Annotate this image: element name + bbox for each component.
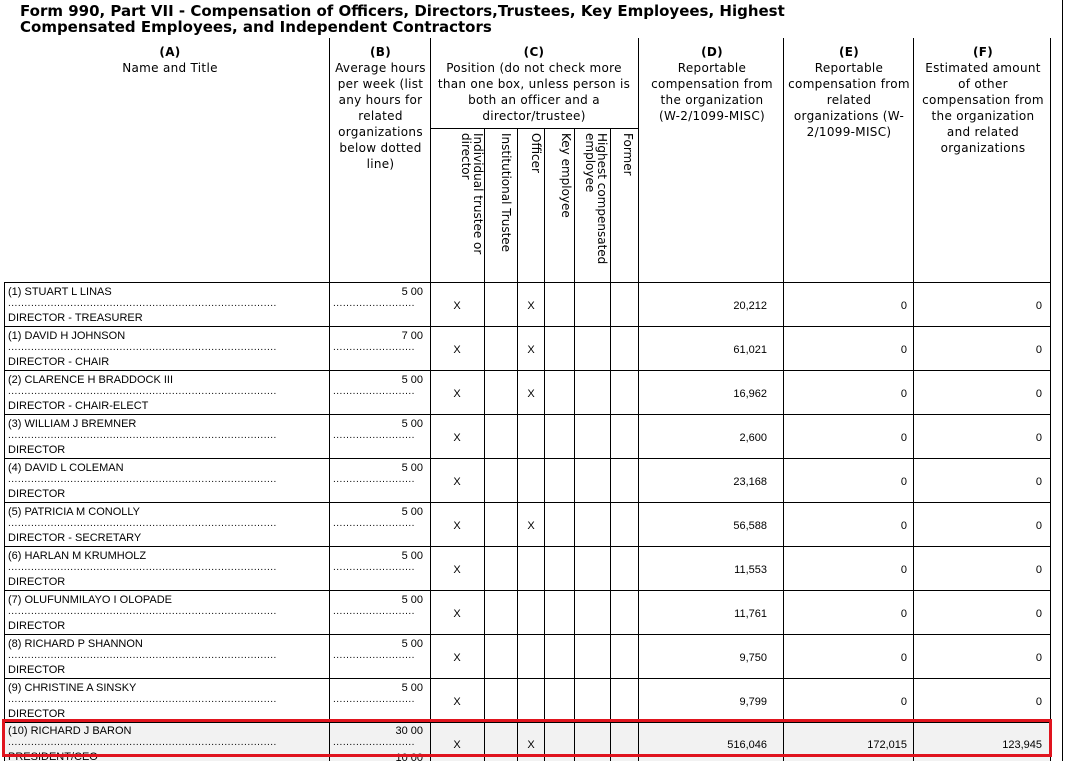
form-title bbox=[20, 3, 1050, 35]
dotted-leader: .................................................................................. bbox=[8, 430, 277, 441]
row-hours: 5 00 bbox=[401, 418, 423, 430]
column-e-code: (E) bbox=[838, 45, 860, 59]
individual-trustee-mark: X bbox=[453, 739, 461, 751]
row-name: (1) STUART L LINAS bbox=[8, 286, 112, 298]
individual-trustee-mark: X bbox=[453, 344, 461, 356]
row-hours: 5 00 bbox=[401, 462, 423, 474]
officer-mark: X bbox=[527, 739, 535, 751]
dotted-leader-hours: ......................... bbox=[333, 518, 415, 529]
dotted-leader-hours: ......................... bbox=[333, 386, 415, 397]
column-b-header bbox=[333, 44, 428, 172]
row-title: DIRECTOR bbox=[8, 620, 66, 632]
officer-mark: X bbox=[527, 388, 535, 400]
individual-trustee-mark: X bbox=[453, 608, 461, 620]
officer-mark: X bbox=[527, 344, 535, 356]
dotted-leader: .................................................................................. bbox=[8, 694, 277, 705]
row-title: DIRECTOR - SECRETARY bbox=[8, 532, 142, 544]
dotted-leader: .................................................................................. bbox=[8, 606, 277, 617]
row-name: (9) CHRISTINE A SINSKY bbox=[8, 682, 137, 694]
dotted-leader: .................................................................................. bbox=[8, 298, 277, 309]
highlight-box bbox=[2, 719, 1052, 757]
reportable-comp-org: 16,962 bbox=[733, 388, 767, 400]
other-compensation: 0 bbox=[1035, 476, 1042, 488]
row-title: DIRECTOR bbox=[8, 488, 66, 500]
row-title: DIRECTOR - CHAIR bbox=[8, 356, 110, 368]
row-hours: 5 00 bbox=[401, 506, 423, 518]
reportable-comp-org: 9,750 bbox=[739, 652, 767, 664]
row-hours: 5 00 bbox=[401, 682, 423, 694]
row-title: DIRECTOR - TREASURER bbox=[8, 312, 143, 324]
position-header-individual-trustee: Individual trustee or director bbox=[459, 133, 485, 255]
row-hours: 5 00 bbox=[401, 638, 423, 650]
reportable-comp-related: 0 bbox=[900, 520, 907, 532]
column-a-label: Name and Title bbox=[122, 61, 218, 75]
other-compensation: 0 bbox=[1035, 388, 1042, 400]
other-compensation: 0 bbox=[1035, 432, 1042, 444]
column-f-code: (F) bbox=[972, 45, 994, 59]
reportable-comp-org: 11,553 bbox=[734, 564, 767, 576]
reportable-comp-related: 172,015 bbox=[867, 739, 907, 751]
column-a-header bbox=[90, 44, 250, 76]
other-compensation: 0 bbox=[1035, 520, 1042, 532]
column-c-label: Position (do not check more than one box, unless person is both an officer and a director/trustee) bbox=[437, 61, 631, 123]
individual-trustee-mark: X bbox=[453, 520, 461, 532]
row-name: (8) RICHARD P SHANNON bbox=[8, 638, 143, 650]
row-title: DIRECTOR bbox=[8, 444, 66, 456]
dotted-leader-hours: ......................... bbox=[333, 562, 415, 573]
reportable-comp-related: 0 bbox=[900, 476, 907, 488]
reportable-comp-org: 61,021 bbox=[733, 344, 767, 356]
reportable-comp-related: 0 bbox=[900, 432, 907, 444]
row-hours: 5 00 bbox=[401, 374, 423, 386]
other-compensation: 0 bbox=[1035, 344, 1042, 356]
individual-trustee-mark: X bbox=[453, 564, 461, 576]
other-compensation: 123,945 bbox=[1002, 739, 1042, 751]
row-name: (4) DAVID L COLEMAN bbox=[8, 462, 124, 474]
other-compensation: 0 bbox=[1035, 696, 1042, 708]
dotted-leader-hours: ......................... bbox=[333, 474, 415, 485]
column-c-code: (C) bbox=[523, 45, 545, 59]
column-e-header bbox=[788, 44, 910, 140]
row-name: (10) RICHARD J BARON bbox=[8, 725, 132, 737]
column-d-code: (D) bbox=[701, 45, 723, 59]
column-d-label: Reportable compensation from the organization (W-2/1099-MISC) bbox=[651, 61, 773, 123]
column-b-code: (B) bbox=[369, 45, 391, 59]
position-header-institutional-trustee: Institutional Trustee bbox=[499, 133, 513, 253]
row-title: DIRECTOR bbox=[8, 664, 66, 676]
row-name: (2) CLARENCE H BRADDOCK III bbox=[8, 374, 174, 386]
reportable-comp-related: 0 bbox=[900, 564, 907, 576]
row-hours: 5 00 bbox=[401, 550, 423, 562]
column-f-label: Estimated amount of other compensation from the organization and related organizations bbox=[922, 61, 1044, 155]
other-compensation: 0 bbox=[1035, 300, 1042, 312]
dotted-leader: .................................................................................. bbox=[8, 737, 277, 748]
reportable-comp-related: 0 bbox=[900, 300, 907, 312]
other-compensation: 0 bbox=[1035, 608, 1042, 620]
row-hours: 5 00 bbox=[401, 594, 423, 606]
reportable-comp-related: 0 bbox=[900, 388, 907, 400]
row-name: (6) HARLAN M KRUMHOLZ bbox=[8, 550, 147, 562]
dotted-leader-hours: ......................... bbox=[333, 298, 415, 309]
reportable-comp-related: 0 bbox=[900, 344, 907, 356]
position-header-highest-compensated: Highest compensated employee bbox=[583, 133, 609, 265]
row-title: PRESIDENT/CEO bbox=[8, 751, 98, 763]
row-title: DIRECTOR - CHAIR-ELECT bbox=[8, 400, 149, 412]
reportable-comp-org: 23,168 bbox=[733, 476, 767, 488]
reportable-comp-related: 0 bbox=[900, 696, 907, 708]
reportable-comp-org: 516,046 bbox=[727, 739, 767, 751]
row-title: DIRECTOR bbox=[8, 708, 66, 720]
form-title-line-1: Form 990, Part VII - Compensation of Officers, Directors,Trustees, Key Employees, Highest bbox=[20, 2, 785, 20]
position-header-former: Former bbox=[621, 133, 635, 176]
dotted-leader-hours: ......................... bbox=[333, 650, 415, 661]
row-name: (1) DAVID H JOHNSON bbox=[8, 330, 126, 342]
reportable-comp-related: 0 bbox=[900, 652, 907, 664]
individual-trustee-mark: X bbox=[453, 476, 461, 488]
dotted-leader-hours: ......................... bbox=[333, 737, 415, 748]
dotted-leader: .................................................................................. bbox=[8, 518, 277, 529]
reportable-comp-org: 2,600 bbox=[739, 432, 767, 444]
dotted-leader-hours: ......................... bbox=[333, 342, 415, 353]
column-c-header bbox=[434, 44, 634, 124]
row-hours-related: 10 00 bbox=[395, 752, 423, 764]
column-e-label: Reportable compensation from related organizations (W-2/1099-MISC) bbox=[788, 61, 910, 139]
row-hours: 5 00 bbox=[401, 286, 423, 298]
individual-trustee-mark: X bbox=[453, 652, 461, 664]
row-name: (3) WILLIAM J BREMNER bbox=[8, 418, 137, 430]
officer-mark: X bbox=[527, 520, 535, 532]
individual-trustee-mark: X bbox=[453, 388, 461, 400]
position-header-officer: Officer bbox=[529, 133, 543, 173]
position-header-key-employee: Key employee bbox=[559, 133, 573, 218]
column-f-header bbox=[918, 44, 1048, 156]
individual-trustee-mark: X bbox=[453, 432, 461, 444]
dotted-leader: .................................................................................. bbox=[8, 562, 277, 573]
column-d-header bbox=[650, 44, 774, 124]
reportable-comp-related: 0 bbox=[900, 608, 907, 620]
dotted-leader-hours: ......................... bbox=[333, 694, 415, 705]
reportable-comp-org: 20,212 bbox=[733, 300, 767, 312]
row-name: (5) PATRICIA M CONOLLY bbox=[8, 506, 141, 518]
reportable-comp-org: 9,799 bbox=[739, 696, 767, 708]
other-compensation: 0 bbox=[1035, 652, 1042, 664]
row-hours: 7 00 bbox=[401, 330, 423, 342]
dotted-leader: .................................................................................. bbox=[8, 342, 277, 353]
individual-trustee-mark: X bbox=[453, 696, 461, 708]
dotted-leader: .................................................................................. bbox=[8, 474, 277, 485]
other-compensation: 0 bbox=[1035, 564, 1042, 576]
row-hours: 30 00 bbox=[395, 725, 423, 737]
column-a-code: (A) bbox=[159, 45, 181, 59]
form-title-line-2: Compensated Employees, and Independent Contractors bbox=[20, 18, 492, 36]
reportable-comp-org: 56,588 bbox=[733, 520, 767, 532]
officer-mark: X bbox=[527, 300, 535, 312]
dotted-leader: .................................................................................. bbox=[8, 650, 277, 661]
column-b-label: Average hours per week (list any hours for related organizations below dotted line) bbox=[335, 61, 426, 171]
individual-trustee-mark: X bbox=[453, 300, 461, 312]
dotted-leader-hours: ......................... bbox=[333, 430, 415, 441]
row-name: (7) OLUFUNMILAYO I OLOPADE bbox=[8, 594, 173, 606]
dotted-leader: .................................................................................. bbox=[8, 386, 277, 397]
reportable-comp-org: 11,761 bbox=[734, 608, 767, 620]
row-title: DIRECTOR bbox=[8, 576, 66, 588]
dotted-leader-hours: ......................... bbox=[333, 606, 415, 617]
